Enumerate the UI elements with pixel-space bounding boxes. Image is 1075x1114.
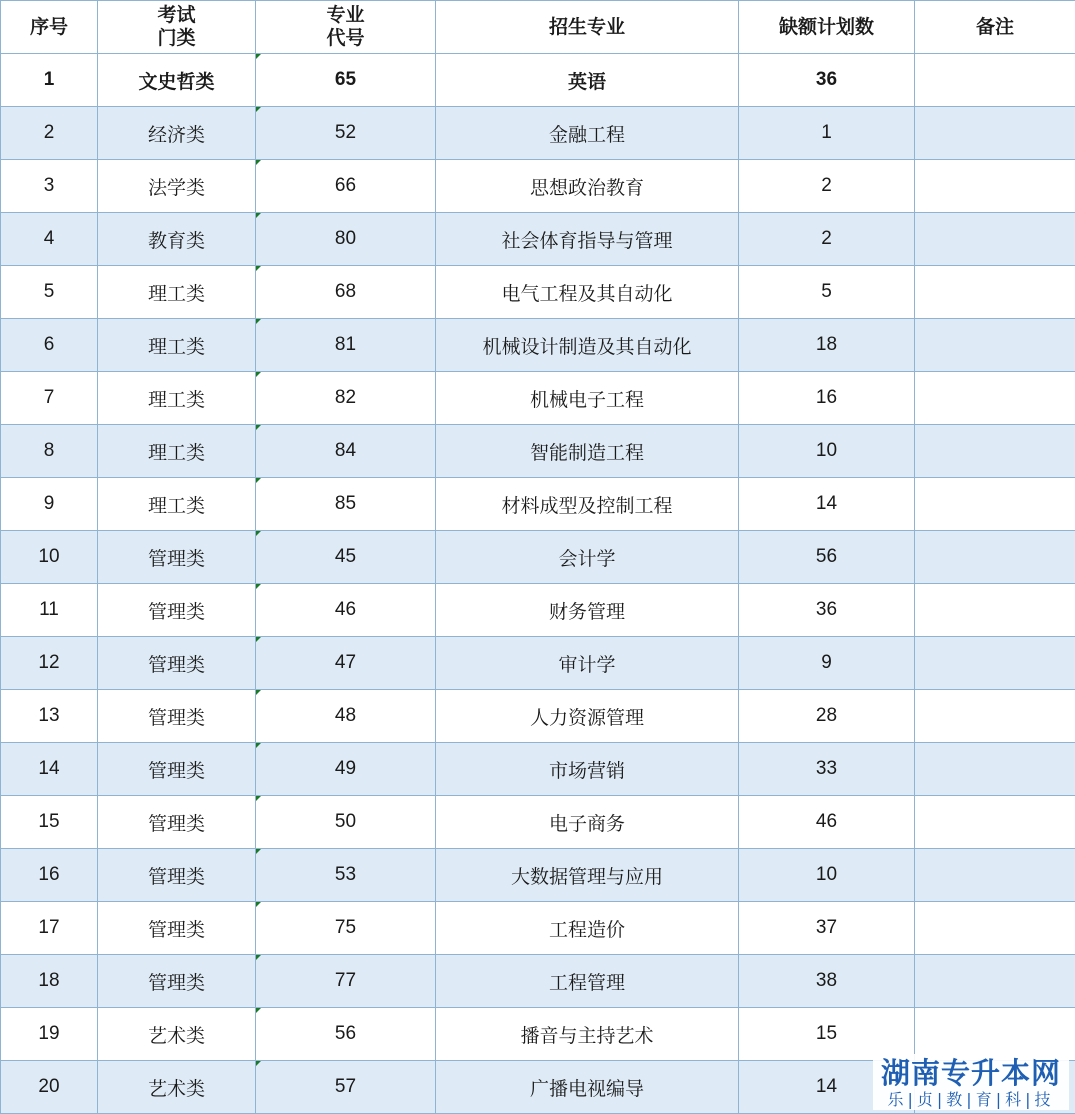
cell-major: 工程管理 — [436, 955, 739, 1008]
watermark-title: 湖南专升本网 — [880, 1056, 1061, 1090]
cell-major: 大数据管理与应用 — [436, 849, 739, 902]
cell-code: 85 — [256, 478, 436, 531]
cell-category: 艺术类 — [98, 1008, 256, 1061]
cell-code: 80 — [256, 213, 436, 266]
cell-seq: 3 — [1, 160, 98, 213]
cell-comment-marker — [256, 1061, 261, 1066]
cell-category: 文史哲类 — [98, 54, 256, 107]
cell-code: 46 — [256, 584, 436, 637]
cell-quota: 38 — [739, 955, 915, 1008]
cell-major: 机械设计制造及其自动化 — [436, 319, 739, 372]
header-major: 招生专业 — [436, 1, 739, 54]
cell-category: 法学类 — [98, 160, 256, 213]
cell-major: 英语 — [436, 54, 739, 107]
cell-code: 47 — [256, 637, 436, 690]
table-row — [1, 849, 1075, 902]
cell-code: 82 — [256, 372, 436, 425]
cell-major: 广播电视编导 — [436, 1061, 739, 1114]
cell-category: 理工类 — [98, 319, 256, 372]
cell-note — [915, 160, 1075, 213]
cell-category: 管理类 — [98, 796, 256, 849]
cell-quota: 36 — [739, 584, 915, 637]
cell-note — [915, 849, 1075, 902]
cell-note — [915, 690, 1075, 743]
cell-quota: 46 — [739, 796, 915, 849]
cell-comment-marker — [256, 955, 261, 960]
cell-quota: 5 — [739, 266, 915, 319]
cell-note — [915, 478, 1075, 531]
cell-category: 理工类 — [98, 425, 256, 478]
cell-note — [915, 319, 1075, 372]
cell-category: 理工类 — [98, 266, 256, 319]
table-row — [1, 107, 1075, 160]
cell-major: 金融工程 — [436, 107, 739, 160]
cell-quota: 2 — [739, 213, 915, 266]
cell-comment-marker — [256, 902, 261, 907]
cell-quota: 33 — [739, 743, 915, 796]
cell-note — [915, 425, 1075, 478]
cell-category: 管理类 — [98, 955, 256, 1008]
table-row — [1, 213, 1075, 266]
cell-major: 社会体育指导与管理 — [436, 213, 739, 266]
cell-comment-marker — [256, 213, 261, 218]
cell-code: 84 — [256, 425, 436, 478]
cell-category: 理工类 — [98, 478, 256, 531]
cell-comment-marker — [256, 54, 261, 59]
cell-note — [915, 1008, 1075, 1061]
cell-seq: 19 — [1, 1008, 98, 1061]
cell-note — [915, 372, 1075, 425]
cell-seq: 17 — [1, 902, 98, 955]
cell-comment-marker — [256, 478, 261, 483]
cell-comment-marker — [256, 743, 261, 748]
cell-code: 56 — [256, 1008, 436, 1061]
cell-comment-marker — [256, 584, 261, 589]
cell-seq: 2 — [1, 107, 98, 160]
cell-comment-marker — [256, 796, 261, 801]
watermark-logo — [873, 1054, 1069, 1110]
cell-major: 市场营销 — [436, 743, 739, 796]
table-header-row — [1, 1, 1075, 54]
header-code-line1: 专业 — [326, 4, 365, 26]
header-category-line1: 考试 — [157, 4, 196, 26]
cell-quota: 10 — [739, 849, 915, 902]
header-seq: 序号 — [1, 1, 98, 54]
header-category — [98, 1, 256, 54]
header-code — [256, 1, 436, 54]
cell-category: 管理类 — [98, 584, 256, 637]
cell-major: 工程造价 — [436, 902, 739, 955]
table-row — [1, 743, 1075, 796]
cell-seq: 16 — [1, 849, 98, 902]
cell-quota: 37 — [739, 902, 915, 955]
cell-comment-marker — [256, 637, 261, 642]
cell-code: 77 — [256, 955, 436, 1008]
cell-seq: 8 — [1, 425, 98, 478]
cell-category: 管理类 — [98, 531, 256, 584]
cell-seq: 14 — [1, 743, 98, 796]
cell-seq: 18 — [1, 955, 98, 1008]
cell-major: 会计学 — [436, 531, 739, 584]
cell-note — [915, 902, 1075, 955]
cell-seq: 15 — [1, 796, 98, 849]
cell-seq: 11 — [1, 584, 98, 637]
cell-major: 智能制造工程 — [436, 425, 739, 478]
cell-quota: 18 — [739, 319, 915, 372]
cell-major: 电气工程及其自动化 — [436, 266, 739, 319]
cell-quota: 16 — [739, 372, 915, 425]
cell-quota: 14 — [739, 478, 915, 531]
cell-category: 管理类 — [98, 902, 256, 955]
cell-category: 管理类 — [98, 637, 256, 690]
table-row — [1, 955, 1075, 1008]
cell-quota: 9 — [739, 637, 915, 690]
table-row — [1, 584, 1075, 637]
table-row — [1, 690, 1075, 743]
header-code-line2: 代号 — [326, 27, 365, 49]
cell-major: 审计学 — [436, 637, 739, 690]
cell-code: 75 — [256, 902, 436, 955]
cell-category: 经济类 — [98, 107, 256, 160]
cell-comment-marker — [256, 531, 261, 536]
cell-quota: 28 — [739, 690, 915, 743]
header-category-line2: 门类 — [157, 27, 196, 49]
cell-note — [915, 637, 1075, 690]
cell-major: 人力资源管理 — [436, 690, 739, 743]
table-row — [1, 531, 1075, 584]
cell-quota: 1 — [739, 107, 915, 160]
cell-comment-marker — [256, 425, 261, 430]
cell-seq: 9 — [1, 478, 98, 531]
cell-note — [915, 54, 1075, 107]
cell-seq: 13 — [1, 690, 98, 743]
cell-comment-marker — [256, 849, 261, 854]
table-row — [1, 1008, 1075, 1061]
cell-note — [915, 531, 1075, 584]
cell-code: 57 — [256, 1061, 436, 1114]
cell-category: 管理类 — [98, 690, 256, 743]
table-row — [1, 54, 1075, 107]
cell-comment-marker — [256, 690, 261, 695]
table-row — [1, 637, 1075, 690]
table-row — [1, 372, 1075, 425]
cell-code: 49 — [256, 743, 436, 796]
cell-note — [915, 743, 1075, 796]
cell-category: 理工类 — [98, 372, 256, 425]
table-row — [1, 478, 1075, 531]
table-row — [1, 796, 1075, 849]
cell-seq: 20 — [1, 1061, 98, 1114]
cell-comment-marker — [256, 372, 261, 377]
watermark-subtitle: 乐|贞|教|育|科|技 — [887, 1090, 1055, 1109]
cell-code: 65 — [256, 54, 436, 107]
table-row — [1, 319, 1075, 372]
cell-quota: 10 — [739, 425, 915, 478]
cell-code: 45 — [256, 531, 436, 584]
cell-major: 播音与主持艺术 — [436, 1008, 739, 1061]
cell-comment-marker — [256, 1008, 261, 1013]
cell-major: 电子商务 — [436, 796, 739, 849]
cell-category: 教育类 — [98, 213, 256, 266]
cell-seq: 6 — [1, 319, 98, 372]
table-row — [1, 160, 1075, 213]
table-row — [1, 266, 1075, 319]
cell-seq: 4 — [1, 213, 98, 266]
cell-quota: 15 — [739, 1008, 915, 1061]
cell-major: 思想政治教育 — [436, 160, 739, 213]
header-quota: 缺额计划数 — [739, 1, 915, 54]
cell-seq: 10 — [1, 531, 98, 584]
cell-category: 管理类 — [98, 849, 256, 902]
cell-code: 81 — [256, 319, 436, 372]
cell-quota: 2 — [739, 160, 915, 213]
cell-note — [915, 955, 1075, 1008]
cell-major: 材料成型及控制工程 — [436, 478, 739, 531]
cell-quota: 56 — [739, 531, 915, 584]
cell-category: 艺术类 — [98, 1061, 256, 1114]
cell-major: 机械电子工程 — [436, 372, 739, 425]
cell-comment-marker — [256, 319, 261, 324]
cell-note — [915, 796, 1075, 849]
cell-comment-marker — [256, 107, 261, 112]
cell-note — [915, 213, 1075, 266]
cell-code: 48 — [256, 690, 436, 743]
cell-code: 66 — [256, 160, 436, 213]
table-row — [1, 902, 1075, 955]
cell-comment-marker — [256, 266, 261, 271]
cell-quota: 14 — [739, 1061, 915, 1114]
cell-seq: 5 — [1, 266, 98, 319]
cell-seq: 7 — [1, 372, 98, 425]
cell-seq: 12 — [1, 637, 98, 690]
header-note: 备注 — [915, 1, 1075, 54]
cell-code: 50 — [256, 796, 436, 849]
cell-note — [915, 584, 1075, 637]
table-row — [1, 425, 1075, 478]
cell-major: 财务管理 — [436, 584, 739, 637]
cell-seq: 1 — [1, 54, 98, 107]
cell-code: 53 — [256, 849, 436, 902]
cell-quota: 36 — [739, 54, 915, 107]
cell-code: 68 — [256, 266, 436, 319]
cell-note — [915, 266, 1075, 319]
cell-category: 管理类 — [98, 743, 256, 796]
cell-note — [915, 107, 1075, 160]
cell-code: 52 — [256, 107, 436, 160]
cell-comment-marker — [256, 160, 261, 165]
